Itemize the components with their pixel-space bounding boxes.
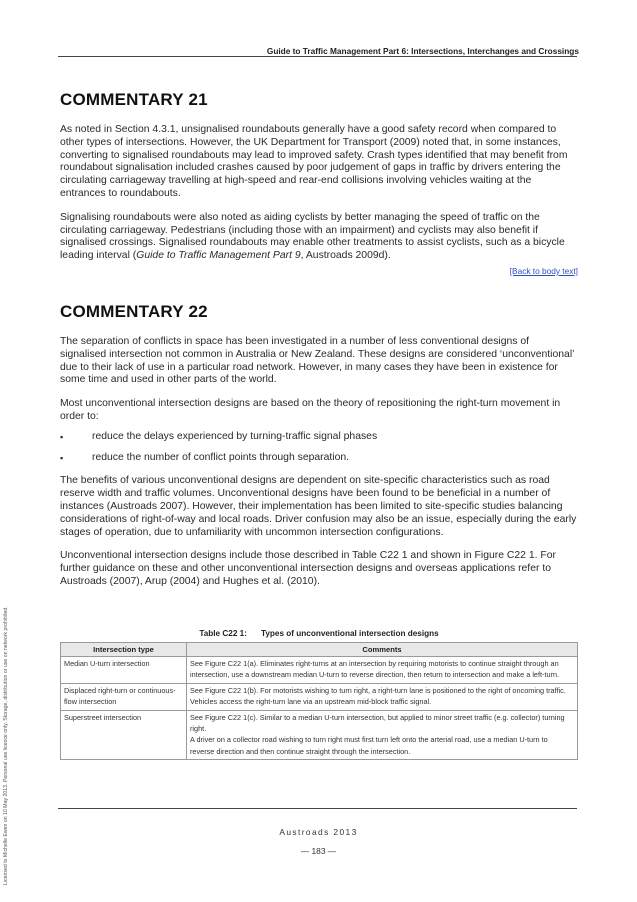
table-number: Table C22 1: [199, 629, 247, 638]
table-cell-type: Median U-turn intersection [61, 657, 187, 684]
table-cell-comment-line: A driver on a collector road wishing to turn right must first turn left onto the arterial road, use a median U-turn to reverse direction and then continue straight through the intersection. [190, 735, 548, 756]
commentary-22-paragraph-1: The separation of conflicts in space has been investigated in a number of less conventional designs of signalised intersection not common in Australia or New Zealand. These designs are considered ‘unconventional’ due to their lack of use in a particular road network. However, in many cases they have been in existence for some time and used in other parts of the world. [60, 336, 575, 386]
table-cell-comment: See Figure C22 1(b). For motorists wishing to turn right, a right-turn lane is positioned to the right of oncoming traffic. Vehicles access the right-turn lane via an upstream mid-block traffic signal. [187, 683, 578, 710]
commentary-22-section [60, 302, 578, 589]
page-number: — 183 — [300, 846, 337, 856]
commentary-22-paragraph-2: Most unconventional intersection designs are based on the theory of repositioning the right-turn movement in order to: [60, 398, 561, 422]
back-to-body-text-link[interactable]: [Back to body text] [509, 265, 578, 276]
intersection-types-table [60, 642, 578, 760]
table-cell-comment: See Figure C22 1(a). Eliminates right-turns at an intersection by requiring motorists to continue straight through an intersection, use a downstream median U-turn to reverse direction, then return to intersection and make a left-turn. [187, 657, 578, 684]
table-cell-comment [187, 710, 578, 760]
commentary-21-paragraph-2 [60, 212, 578, 263]
table-header-row [61, 643, 578, 657]
licence-notice: Licensed to Michelle Ewen on 10 May 2013. Personal use licence only. Storage, distribution or use on network prohibited. [3, 606, 9, 885]
commentary-21-paragraph-2-end: , Austroads 2009d). [300, 250, 391, 262]
commentary-21-paragraph-1: As noted in Section 4.3.1, unsignalised roundabouts generally have a good safety record when compared to other types of intersections. However, the UK Department for Transport (2009) noted that, in some instances, converting to signalised roundabouts may lead to improved safety. Crash types identified that may benefit from roundabout signalisation included crashes caused by poor judgement of gaps in traffic by drivers entering the circulating carriageway travelling at high-speed and rear-end collisions involving vehicles waiting at the entrances to roundabouts. [60, 124, 568, 199]
intersection-types-table-section [60, 629, 578, 760]
footer-organisation: Austroads 2013 [279, 827, 358, 837]
bullet-list [60, 431, 578, 465]
table-title: Types of unconventional intersection designs [260, 629, 439, 638]
commentary-21-paragraph-2-text: Signalising roundabouts were also noted as aiding cyclists by better managing the speed of traffic on the circulating carriageway. Pedestrians (including those with an impairment) and cyclists may also benefit if signalised crossings. Signalised roundabouts may enable other treatments to assist cyclists, such as a bicycle leading interval ( [60, 211, 565, 262]
commentary-22-paragraph-4: Unconventional intersection designs include those described in Table C22 1 and shown in Figure C22 1. For further guidance on these and other unconventional intersection designs and overseas applications refer to Austroads (2007), Arup (2004) and Hughes et al. (2010). [60, 550, 556, 587]
table-cell-type: Superstreet intersection [61, 710, 187, 760]
column-header: Intersection type [61, 643, 187, 657]
commentary-22-paragraph-3: The benefits of various unconventional designs are dependent on site-specific characteristics such as road reserve width and traffic volumes. Unconventional designs have been found to be beneficial in a number of instances (Austroads 2007). However, their implementation has been limited to site-specific studies balancing considerations of right-of-way and local roads. Driver confusion may also be an issue, especially during the early stages of operation, due to unfamiliarity with uncommon intersection configurations. [60, 475, 577, 538]
table-cell-type: Displaced right-turn or continuous-flow intersection [61, 683, 187, 710]
list-item: ▪ reduce the number of conflict points through separation. [60, 452, 578, 465]
column-header: Comments [187, 643, 578, 657]
table-cell-comment-line: See Figure C22 1(c). Similar to a median U-turn intersection, but applied to minor street traffic (e.g. collector) turning right. [190, 712, 565, 734]
commentary-22-heading: COMMENTARY 22 [60, 302, 208, 321]
header-divider [58, 56, 577, 57]
table-caption [60, 629, 578, 638]
table-row [61, 683, 578, 710]
running-header: Guide to Traffic Management Part 6: Intersections, Interchanges and Crossings [266, 46, 579, 56]
guide-reference: Guide to Traffic Management Part 9 [136, 250, 301, 262]
list-item: ▪ reduce the delays experienced by turning-traffic signal phases [60, 431, 578, 444]
commentary-21-heading: COMMENTARY 21 [60, 90, 208, 109]
table-row [61, 710, 578, 760]
footer-divider [58, 808, 577, 809]
table-row [61, 657, 578, 684]
commentary-21-section [60, 90, 578, 276]
